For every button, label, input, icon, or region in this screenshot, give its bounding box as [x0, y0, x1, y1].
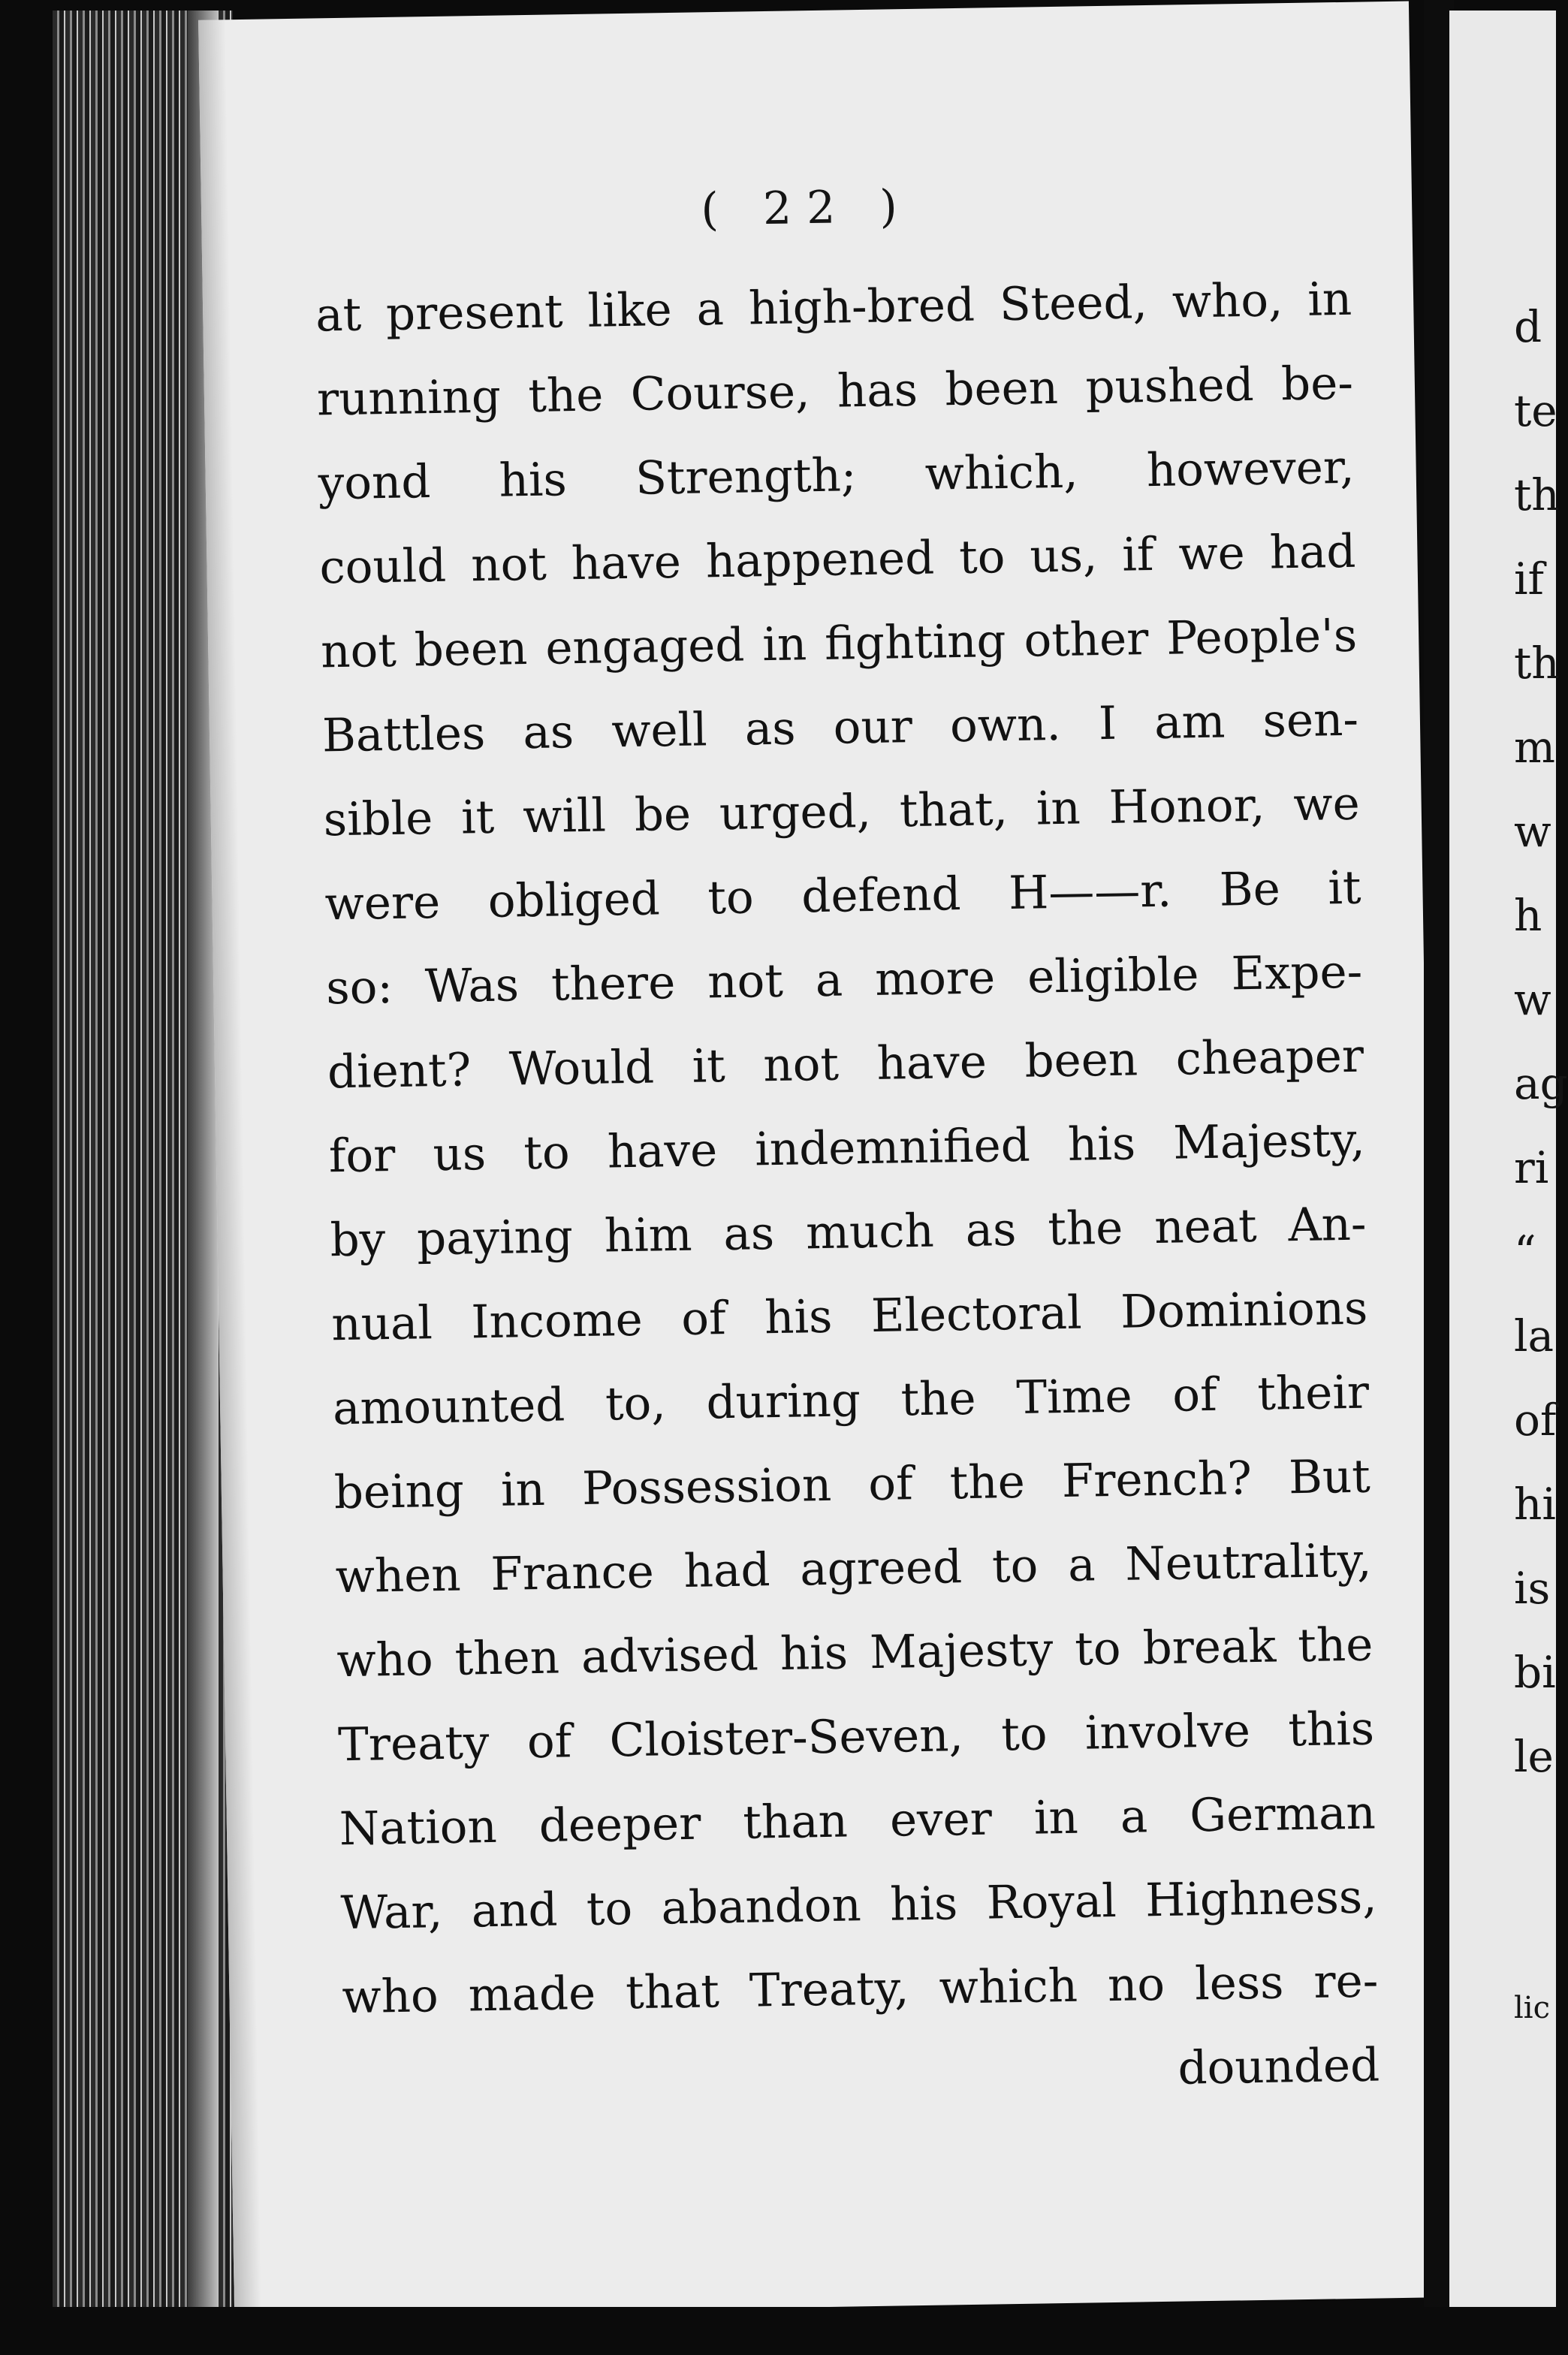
text-line: so: Was there not a more eligible Expe-	[325, 945, 1363, 1015]
text-line: being in Possession of the French? But	[333, 1449, 1371, 1520]
book-page	[198, 2, 1445, 2317]
facing-footer-fragment: lic	[1514, 1991, 1550, 2025]
facing-line-fragment: ri	[1514, 1142, 1549, 1193]
text-line: amounted to, during the Time of their	[332, 1365, 1370, 1436]
text-line: Treaty of Cloister-Seven, to involve this	[337, 1702, 1375, 1772]
scan-bottom-edge	[0, 2307, 1556, 2355]
facing-line-fragment: w	[1514, 974, 1551, 1025]
body-text	[315, 258, 1380, 2124]
text-line: at present like a high-bred Steed, who, in	[315, 272, 1352, 342]
text-line: could not have happened to us, if we had	[318, 524, 1356, 595]
page-number: ( 22 )	[700, 179, 913, 237]
text-line: not been engaged in fighting other People's	[320, 608, 1358, 679]
facing-line-fragment: of	[1514, 1395, 1557, 1446]
facing-line-fragment: la	[1514, 1310, 1554, 1361]
text-line: by paying him as much as the neat An-	[330, 1197, 1367, 1268]
catchword: dounded	[1177, 2038, 1380, 2095]
facing-line-fragment: le	[1514, 1731, 1554, 1782]
text-line: when France had agreed to a Neutrality,	[335, 1533, 1373, 1604]
text-line: nual Income of his Electoral Dominions	[330, 1281, 1368, 1352]
facing-line-fragment: ag	[1514, 1058, 1568, 1109]
text-line: who then advised his Majesty to break the	[336, 1618, 1374, 1688]
text-line: for us to have indemnified his Majesty,	[328, 1113, 1366, 1184]
text-line: dient? Would it not have been cheaper	[327, 1029, 1364, 1099]
facing-line-fragment: w	[1514, 806, 1551, 857]
facing-line-fragment: th	[1514, 638, 1560, 689]
text-line: yond his Strength; which, however,	[318, 440, 1355, 511]
facing-line-fragment: d	[1514, 301, 1542, 352]
facing-line-fragment: “	[1514, 1226, 1536, 1277]
text-line: were obliged to defend H——r. Be it	[324, 861, 1361, 931]
facing-line-fragment: if	[1514, 553, 1545, 605]
text-line: sible it will be urged, that, in Honor, we	[323, 776, 1361, 847]
text-line: Nation deeper than ever in a German	[339, 1786, 1377, 1856]
facing-line-fragment: m	[1514, 722, 1555, 773]
text-line: War, and to abandon his Royal Highness,	[340, 1870, 1378, 1940]
facing-line-fragment: is	[1514, 1563, 1551, 1614]
facing-line-fragment: hi	[1514, 1479, 1556, 1530]
text-line: who made that Treaty, which no less re-	[341, 1954, 1379, 2025]
facing-line-fragment: bi	[1514, 1647, 1556, 1698]
text-line: running the Course, has been pushed be-	[316, 356, 1354, 427]
facing-line-fragment: te	[1514, 385, 1557, 436]
facing-line-fragment: h	[1514, 890, 1542, 941]
text-line: Battles as well as our own. I am sen-	[321, 692, 1359, 763]
facing-line-fragment: th	[1514, 469, 1560, 520]
facing-page	[1449, 11, 1568, 2316]
